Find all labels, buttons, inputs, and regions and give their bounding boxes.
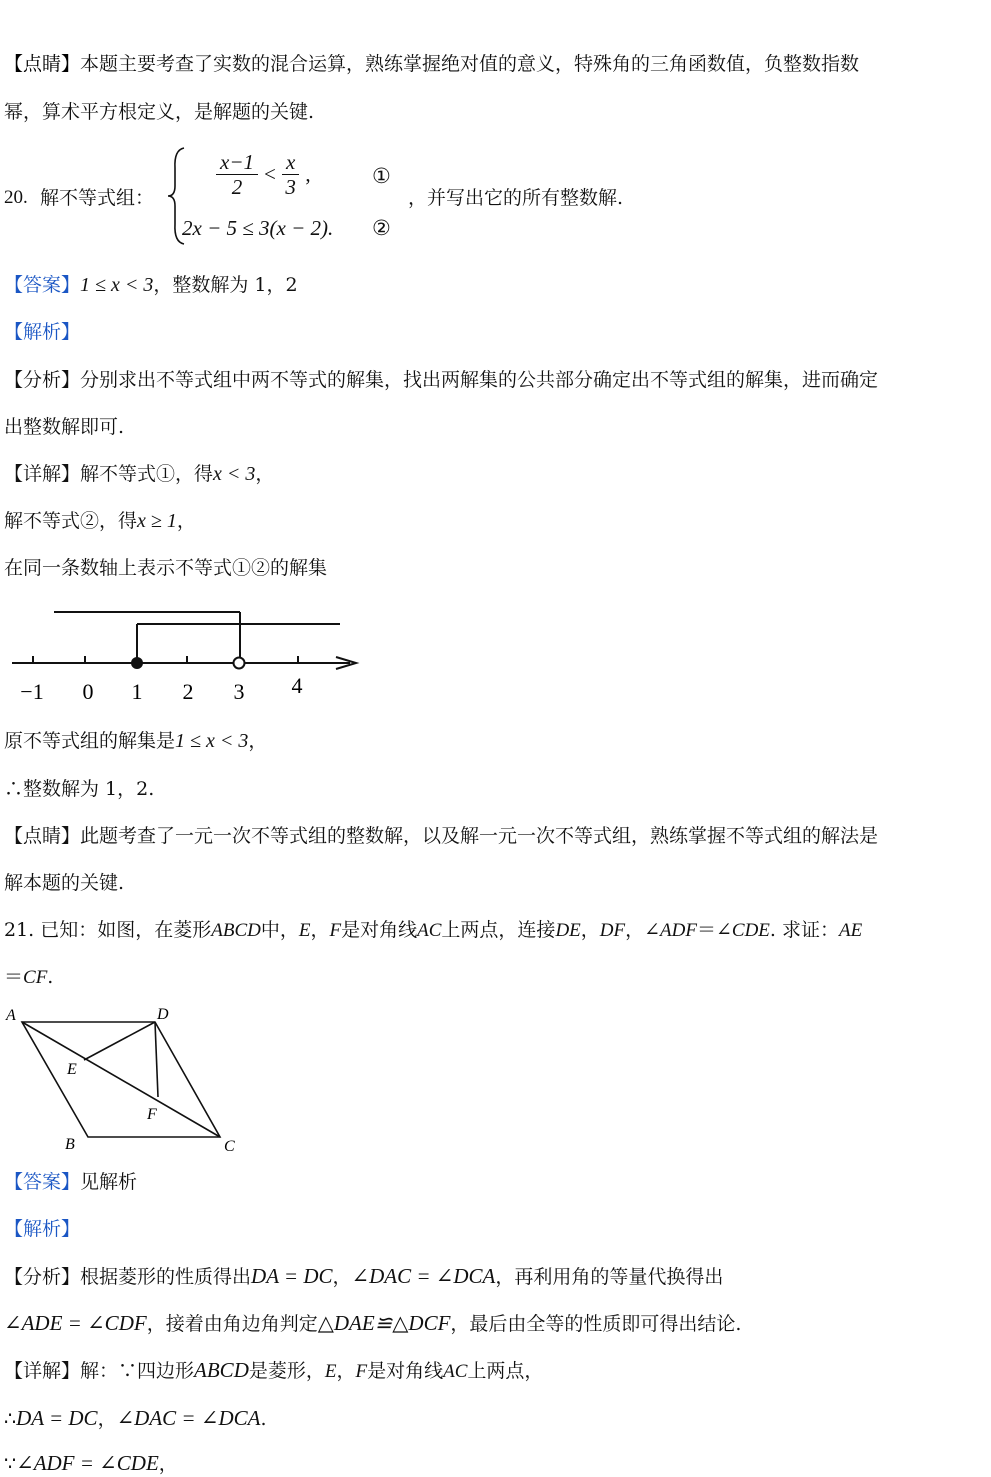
label-e: E bbox=[67, 1061, 77, 1078]
q21-detail-2: ∴DA = DC，∠DAC = ∠DCA. bbox=[4, 1406, 267, 1430]
q20-fenxi-1: 【分析】分别求出不等式组中两不等式的解集，找出两解集的公共部分确定出不等式组的解集，进而确定 bbox=[4, 369, 879, 391]
axis-label: 3 bbox=[233, 679, 245, 704]
q20-integers: ∴整数解为 1，2. bbox=[4, 778, 155, 800]
q20-dianjing-2: 解本题的关键. bbox=[4, 872, 125, 894]
label-b: B bbox=[65, 1136, 75, 1153]
q20-fenxi-2: 出整数解即可. bbox=[4, 416, 125, 438]
open-point-icon bbox=[234, 658, 245, 669]
axis-label: 1 bbox=[131, 679, 143, 704]
mark-2: ② bbox=[372, 216, 391, 240]
q20-detail-3: 在同一条数轴上表示不等式①②的解集 bbox=[4, 557, 328, 579]
segment-df bbox=[155, 1022, 158, 1097]
q20-suffix: ，并写出它的所有整数解. bbox=[408, 187, 624, 209]
q20-dianjing-1: 【点睛】此题考查了一元一次不等式组的整数解，以及解一元一次不等式组，熟练掌握不等式组的解法是 bbox=[4, 825, 879, 847]
number-line-figure bbox=[0, 596, 370, 708]
dianjing-line-1: 【点睛】本题主要考查了实数的混合运算，熟练掌握绝对值的意义，特殊角的三角函数值，负整数指数 bbox=[4, 53, 860, 75]
closed-point-icon bbox=[131, 657, 143, 669]
rhombus-figure bbox=[0, 1000, 250, 1160]
q20-detail-2: 解不等式②，得x ≥ 1， bbox=[4, 510, 196, 532]
label-c: C bbox=[224, 1138, 235, 1155]
q20-detail-1: 【详解】解不等式①，得x < 3， bbox=[4, 463, 275, 485]
ineq2: 2x − 5 ≤ 3(x − 2). bbox=[182, 216, 334, 240]
label-d: D bbox=[157, 1006, 169, 1023]
q21-detail-3: ∵∠ADF = ∠CDE， bbox=[4, 1451, 178, 1475]
q20-answer: 【答案】1 ≤ x < 3，整数解为 1，2 bbox=[4, 274, 298, 296]
ineq1: $\frac{x-1}{2}$ < $\frac{x}{3}$ , bbox=[216, 150, 311, 210]
axis-label: 2 bbox=[182, 679, 194, 704]
q21-fenxi-1: 【分析】根据菱形的性质得出DA = DC，∠DAC = ∠DCA，再利用角的等量代换得出 bbox=[4, 1264, 724, 1288]
q20-number: 20. bbox=[4, 187, 28, 208]
dianjing-tag: 【点睛】 bbox=[4, 53, 81, 75]
q21-detail-1: 【详解】解：∵四边形ABCD是菱形，E，F是对角线AC上两点， bbox=[4, 1358, 544, 1382]
q21-jiexi-tag: 【解析】 bbox=[4, 1218, 81, 1240]
q21-fenxi-2: ∠ADE = ∠CDF，接着由角边角判定△DAE≌△DCF，最后由全等的性质即可得出结论. bbox=[4, 1311, 742, 1335]
mark-1: ① bbox=[372, 164, 391, 188]
q20-jiexi-tag: 【解析】 bbox=[4, 321, 81, 343]
segment-de bbox=[84, 1022, 155, 1060]
diagonal-ac bbox=[22, 1022, 220, 1137]
axis-label: 0 bbox=[82, 679, 94, 704]
q21-statement-1: 21. 已知：如图，在菱形ABCD中，E，F是对角线AC上两点，连接DE，DF，∠ADF＝∠CDE. 求证：AE bbox=[4, 919, 863, 941]
dianjing-line-2: 幂，算术平方根定义，是解题的关键. bbox=[4, 101, 315, 123]
label-f: F bbox=[147, 1106, 157, 1123]
q20-prompt: 解不等式组： bbox=[40, 187, 155, 209]
q21-statement-2: ＝CF. bbox=[4, 966, 54, 988]
label-a: A bbox=[6, 1007, 16, 1024]
q20-result: 原不等式组的解集是1 ≤ x < 3， bbox=[4, 730, 268, 752]
q21-answer: 【答案】见解析 bbox=[4, 1171, 138, 1193]
axis-label: −1 bbox=[20, 679, 44, 704]
axis-label: 4 bbox=[291, 673, 303, 698]
